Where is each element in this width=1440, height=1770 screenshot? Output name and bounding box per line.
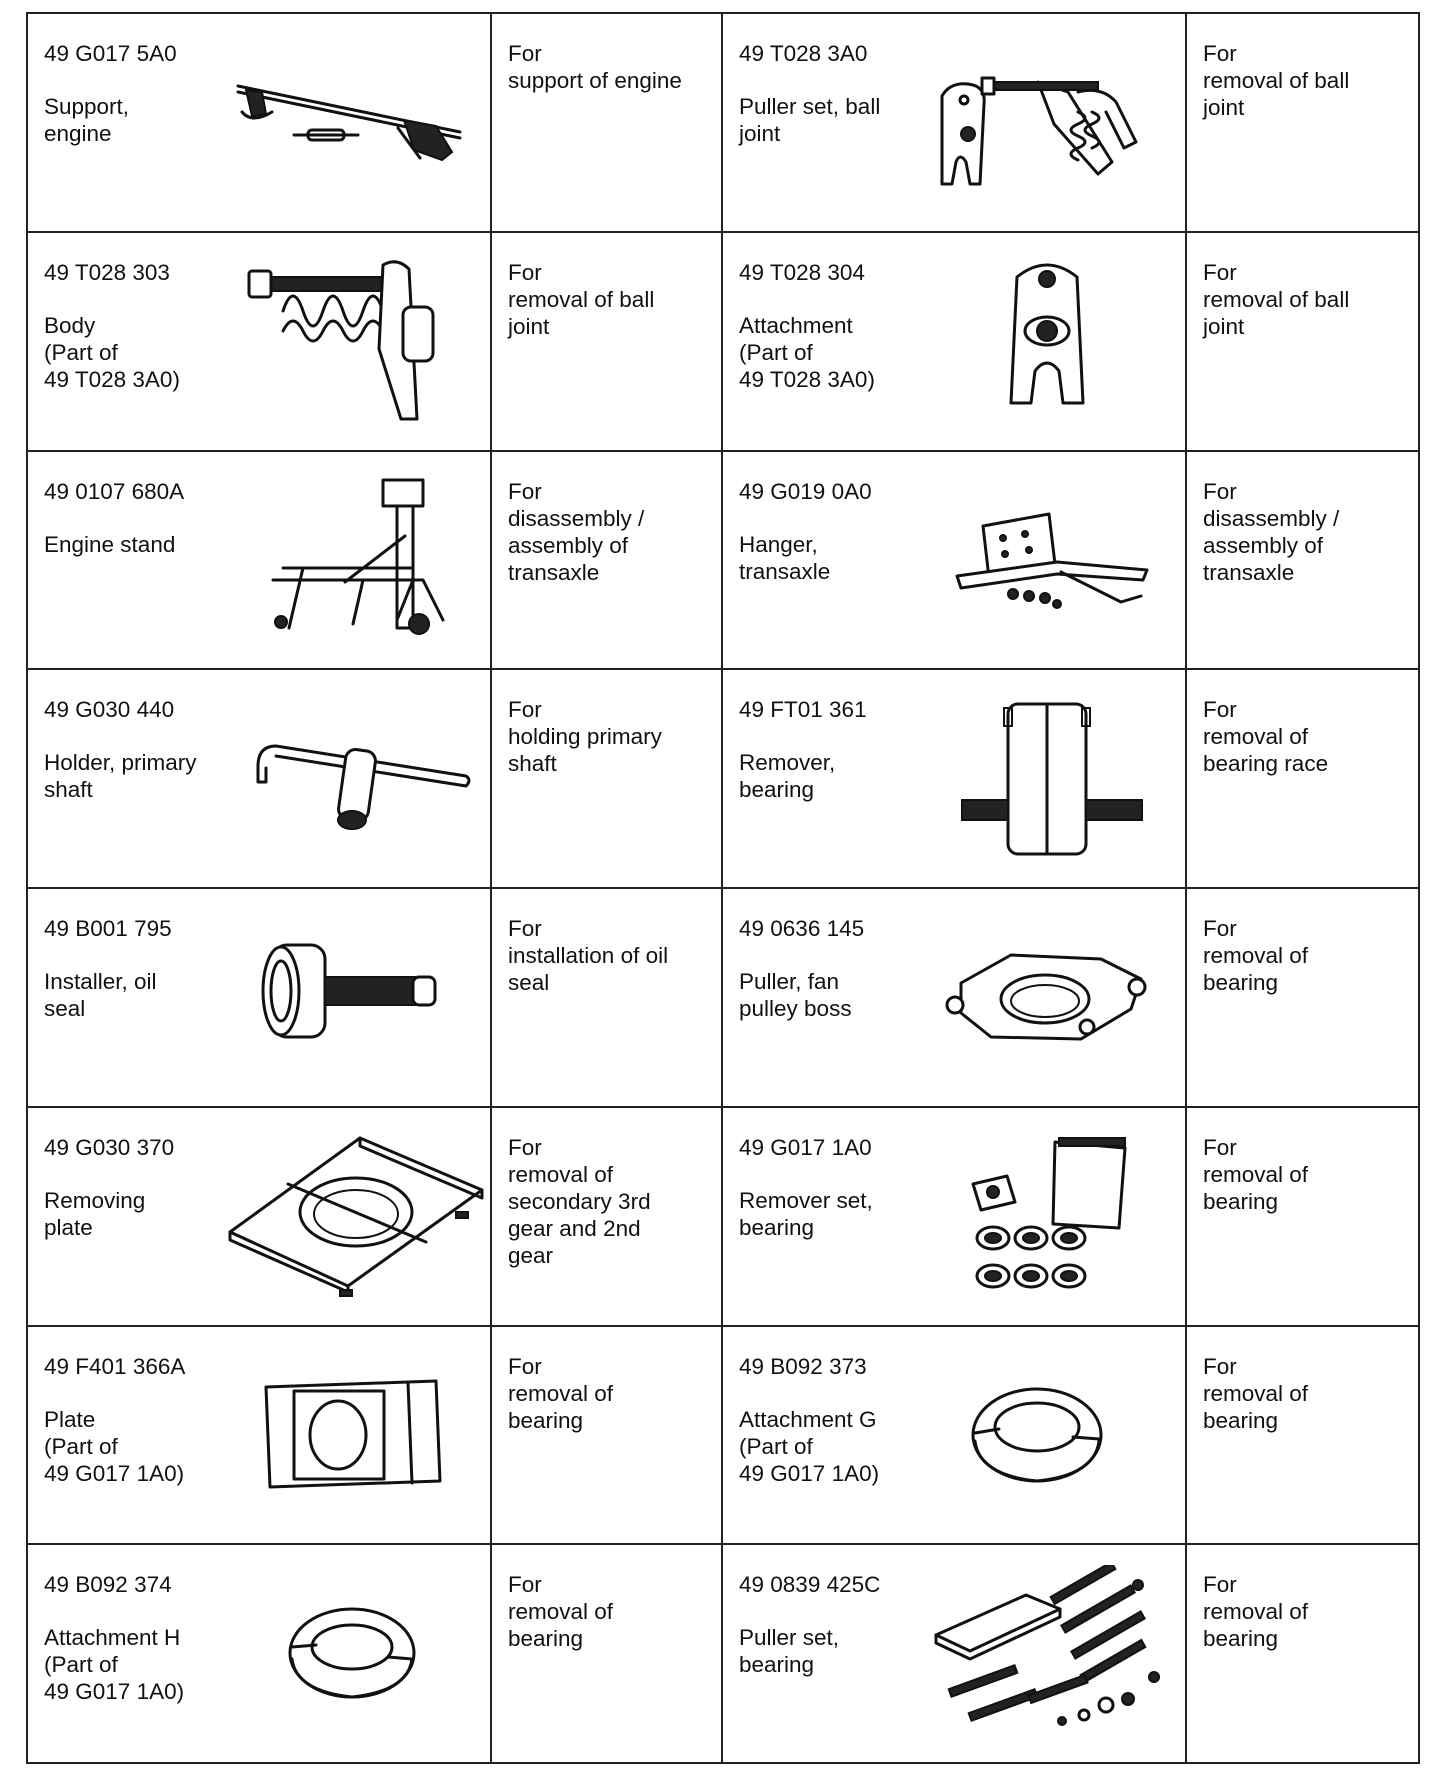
transaxle-hanger-icon xyxy=(953,506,1153,616)
purpose-cell xyxy=(1186,1544,1419,1763)
tool-name: Support, engine xyxy=(44,94,130,146)
tool-number: 49 0107 680A xyxy=(44,478,185,504)
tool-purpose: For removal of ball joint xyxy=(1203,41,1350,120)
tool-cell xyxy=(27,669,491,888)
purpose-cell xyxy=(491,1326,722,1545)
tool-number: 49 G030 370 xyxy=(44,1134,175,1160)
tool-number: 49 T028 3A0 xyxy=(739,41,868,66)
tool-name: Installer, oil seal xyxy=(44,969,157,1021)
ball-joint-puller-set-icon xyxy=(928,52,1158,202)
tool-purpose: For removal of ball joint xyxy=(1203,259,1350,339)
purpose-cell xyxy=(491,232,722,451)
tool-cell xyxy=(722,1544,1186,1763)
purpose-cell xyxy=(491,1107,722,1326)
puller-body-spring-icon xyxy=(243,251,483,421)
special-tools-table xyxy=(26,12,1420,1764)
purpose-cell xyxy=(1186,451,1419,670)
table-row xyxy=(27,669,1419,888)
tool-cell xyxy=(27,1326,491,1545)
table-row xyxy=(27,1107,1419,1326)
tool-name: Plate (Part of 49 G017 1A0) xyxy=(44,1406,185,1486)
tool-cell xyxy=(722,451,1186,670)
purpose-cell xyxy=(1186,1326,1419,1545)
tool-purpose: For removal of secondary 3rd gear and 2nd gear xyxy=(508,1134,651,1268)
tool-number: 49 FT01 361 xyxy=(739,697,867,723)
tool-cell xyxy=(27,451,491,670)
purpose-cell xyxy=(491,1544,722,1763)
purpose-cell xyxy=(1186,669,1419,888)
engine-stand-icon xyxy=(263,476,483,646)
tool-name: Hanger, transaxle xyxy=(739,531,831,584)
tool-number: 49 B092 374 xyxy=(44,1572,172,1598)
tool-name: Attachment G (Part of 49 G017 1A0) xyxy=(739,1406,880,1486)
bearing-remover-set-icon xyxy=(963,1132,1143,1302)
tool-cell xyxy=(722,1326,1186,1545)
tool-name: Puller set, bearing xyxy=(739,1625,840,1678)
tool-name: Engine stand xyxy=(44,531,176,557)
tool-number: 49 T028 304 xyxy=(739,259,865,285)
tool-number: 49 G017 5A0 xyxy=(44,41,177,66)
bearing-puller-set-icon xyxy=(928,1565,1178,1735)
tool-cell xyxy=(27,888,491,1107)
tool-cell xyxy=(27,1544,491,1763)
tool-number: 49 G030 440 xyxy=(44,697,175,723)
tool-purpose: For holding primary shaft xyxy=(508,697,662,777)
tool-purpose: For disassembly / assembly of transaxle xyxy=(1203,478,1340,585)
tool-purpose: For removal of bearing xyxy=(508,1353,614,1433)
tool-cell xyxy=(722,888,1186,1107)
purpose-cell xyxy=(491,669,722,888)
tool-cell xyxy=(722,13,1186,232)
bearing-remover-icon xyxy=(958,694,1148,864)
tool-number: 49 F401 366A xyxy=(44,1353,186,1379)
table-row xyxy=(27,1326,1419,1545)
tool-purpose: For removal of bearing xyxy=(1203,1353,1309,1433)
tool-purpose: For removal of bearing xyxy=(1203,1134,1309,1214)
purpose-cell xyxy=(1186,888,1419,1107)
tool-name: Holder, primary shaft xyxy=(44,750,197,803)
purpose-cell xyxy=(491,888,722,1107)
table-row xyxy=(27,13,1419,232)
split-ring-attachment-icon xyxy=(963,1377,1113,1497)
tool-name: Remover, bearing xyxy=(739,750,836,803)
purpose-cell xyxy=(491,13,722,232)
table-row xyxy=(27,1544,1419,1763)
table-row xyxy=(27,451,1419,670)
tool-number: 49 0636 145 xyxy=(739,916,865,941)
tool-number: 49 G019 0A0 xyxy=(739,478,872,504)
tool-purpose: For support of engine xyxy=(508,41,682,93)
tool-number: 49 B001 795 xyxy=(44,916,172,941)
tool-number: 49 B092 373 xyxy=(739,1353,867,1379)
tool-number: 49 G017 1A0 xyxy=(739,1134,872,1160)
tool-name: Body (Part of 49 T028 3A0) xyxy=(44,312,180,392)
tool-cell xyxy=(722,1107,1186,1326)
tool-purpose: For disassembly / assembly of transaxle xyxy=(508,478,645,585)
tool-name: Attachment H (Part of 49 G017 1A0) xyxy=(44,1625,185,1705)
table-row xyxy=(27,888,1419,1107)
tool-purpose: For removal of bearing xyxy=(508,1572,614,1652)
tool-number: 49 0839 425C xyxy=(739,1572,881,1598)
fan-pulley-puller-icon xyxy=(941,943,1151,1053)
tool-cell xyxy=(27,1107,491,1326)
tool-cell xyxy=(722,232,1186,451)
tool-purpose: For removal of bearing race xyxy=(1203,697,1329,777)
oil-seal-installer-icon xyxy=(253,939,443,1049)
tool-number: 49 T028 303 xyxy=(44,259,170,285)
purpose-cell xyxy=(1186,1107,1419,1326)
attachment-fork-icon xyxy=(993,257,1103,417)
tool-cell xyxy=(27,232,491,451)
tool-purpose: For removal of bearing xyxy=(1203,916,1309,995)
engine-support-bar-icon xyxy=(228,72,478,182)
removing-plate-icon xyxy=(226,1124,486,1304)
plate-icon xyxy=(258,1377,458,1497)
tool-name: Removing plate xyxy=(44,1187,146,1240)
tool-name: Attachment (Part of 49 T028 3A0) xyxy=(739,312,875,392)
tool-purpose: For removal of ball joint xyxy=(508,259,655,339)
tool-purpose: For installation of oil seal xyxy=(508,916,669,995)
tool-cell xyxy=(27,13,491,232)
tool-cell xyxy=(722,669,1186,888)
purpose-cell xyxy=(1186,232,1419,451)
purpose-cell xyxy=(491,451,722,670)
tool-name: Puller set, ball joint xyxy=(739,94,881,146)
table-row xyxy=(27,232,1419,451)
tool-name: Remover set, bearing xyxy=(739,1187,873,1240)
tool-purpose: For removal of bearing xyxy=(1203,1572,1309,1652)
split-ring-attachment-icon xyxy=(278,1595,428,1715)
tool-name: Puller, fan pulley boss xyxy=(739,969,852,1021)
purpose-cell xyxy=(1186,13,1419,232)
special-tools-sheet xyxy=(26,12,1418,1764)
primary-shaft-holder-icon xyxy=(250,716,490,836)
